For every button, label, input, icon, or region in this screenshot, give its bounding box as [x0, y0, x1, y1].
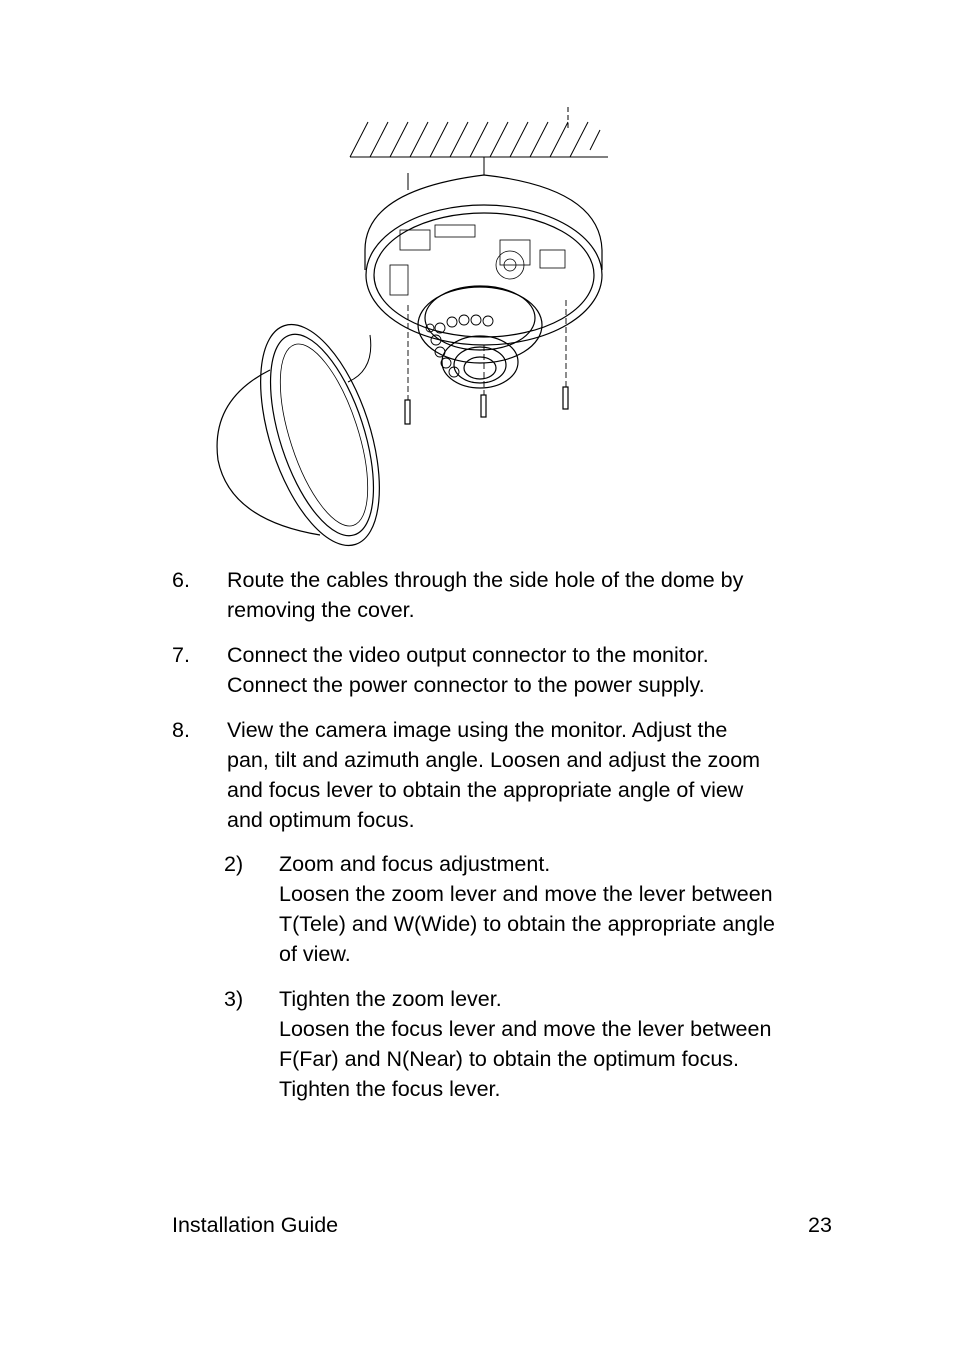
dome-camera-installation-diagram-icon: [200, 100, 630, 555]
step-number: 8.: [172, 718, 190, 742]
dome-camera-installation-figure: [200, 100, 630, 555]
ceiling-hatch: [350, 107, 608, 190]
mounting-screws: [405, 300, 568, 424]
step-text-line: Route the cables through the side hole of the dome by: [227, 568, 744, 592]
dome-cover: [217, 310, 403, 555]
step-number: 7.: [172, 643, 190, 667]
step-text-line: Connect the power connector to the power supply.: [227, 673, 705, 697]
step-text-line: and optimum focus.: [227, 808, 415, 832]
substep-number: 2): [224, 852, 244, 876]
substep-text-line: Loosen the zoom lever and move the lever between: [279, 882, 773, 906]
footer-title: Installation Guide: [172, 1213, 339, 1237]
step-text-line: removing the cover.: [227, 598, 415, 622]
substep-text-line: Tighten the focus lever.: [279, 1077, 501, 1101]
substep-text-line: Zoom and focus adjustment.: [279, 852, 551, 876]
camera-base: [365, 175, 602, 388]
substep-2: [224, 849, 854, 969]
step-7: [172, 640, 852, 700]
substep-3: [224, 984, 854, 1104]
substep-text-line: of view.: [279, 942, 351, 966]
step-text-line: pan, tilt and azimuth angle. Loosen and adjust the zoom: [227, 748, 761, 772]
step-text-line: Connect the video output connector to the monitor.: [227, 643, 709, 667]
substep-number: 3): [224, 987, 244, 1011]
substep-text-line: Tighten the zoom lever.: [279, 987, 502, 1011]
step-number: 6.: [172, 568, 190, 592]
substep-text-line: F(Far) and N(Near) to obtain the optimum focus.: [279, 1047, 740, 1071]
step-text-line: View the camera image using the monitor. Adjust the: [227, 718, 728, 742]
page-number: 23: [808, 1213, 832, 1237]
step-6: [172, 565, 852, 625]
substep-text-line: T(Tele) and W(Wide) to obtain the appropriate angle: [279, 912, 775, 936]
step-8: [172, 715, 852, 835]
substep-text-line: Loosen the focus lever and move the lever between: [279, 1017, 772, 1041]
step-text-line: and focus lever to obtain the appropriate angle of view: [227, 778, 744, 802]
